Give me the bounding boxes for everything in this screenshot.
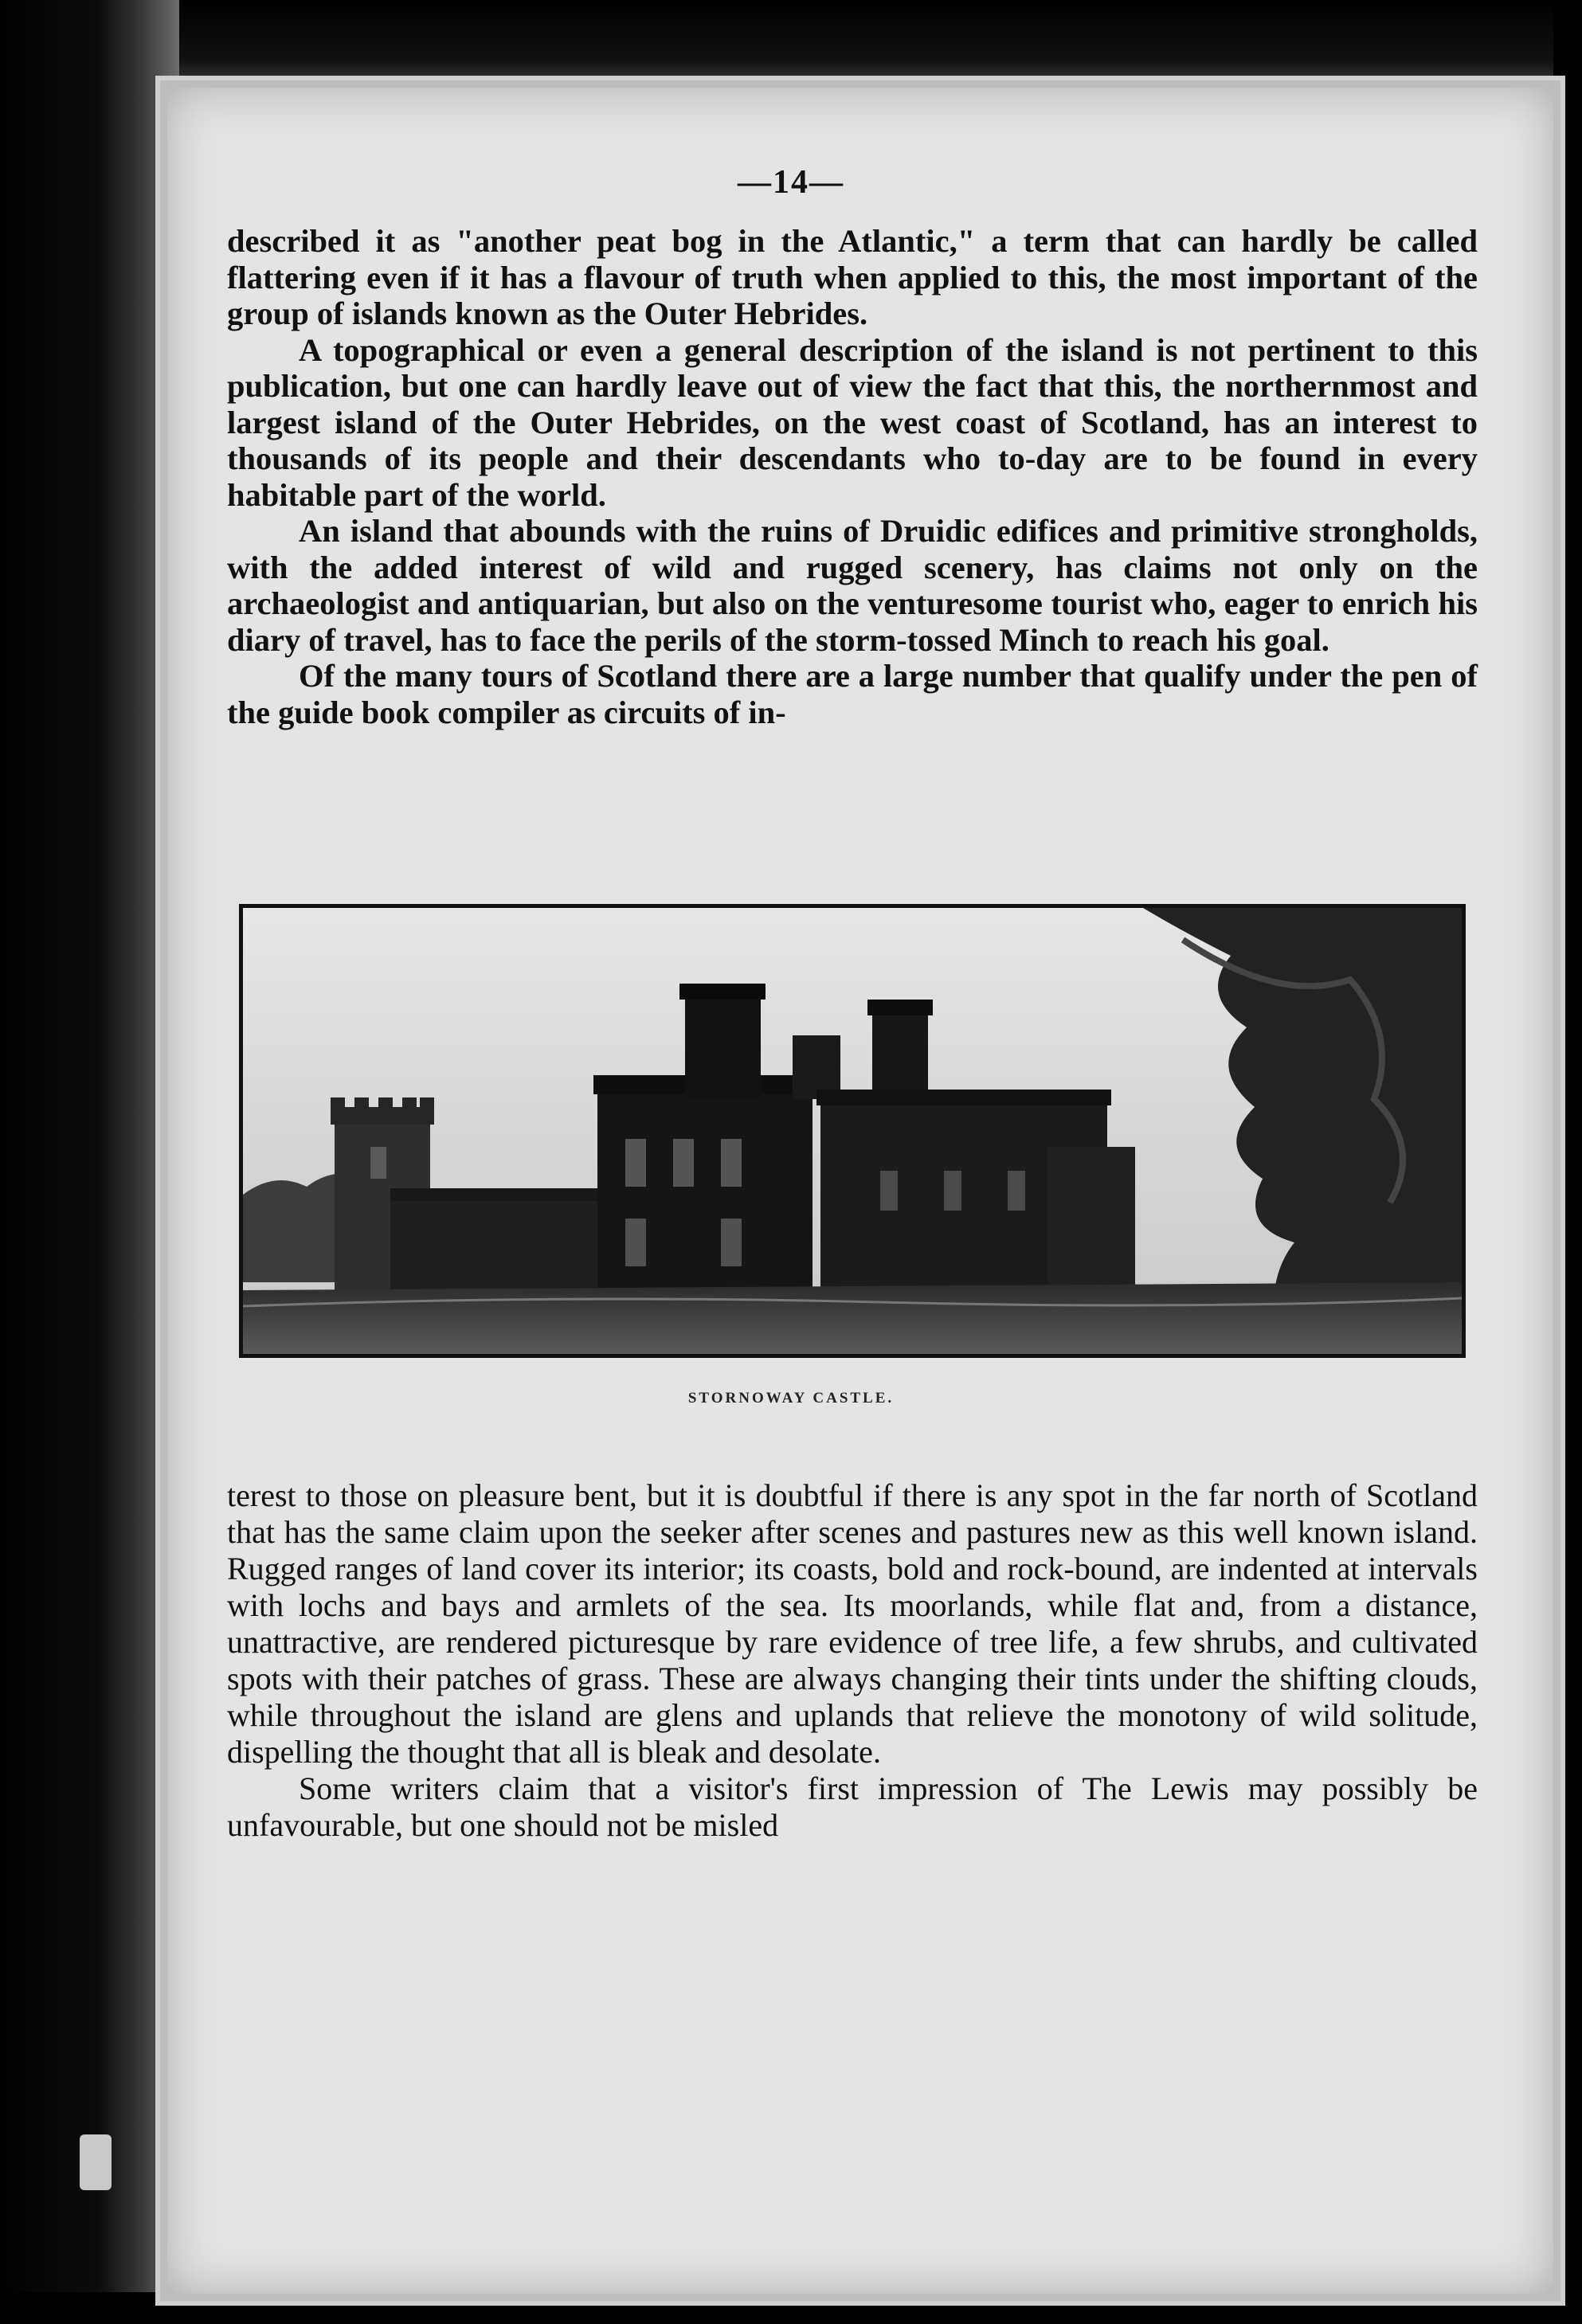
paragraph: described it as "another peat bog in the Atlantic," a term that can hardly be called flattering even if it has a flavour of truth when applied to this, the most important of the group of islands known as the Outer Hebrides. xyxy=(227,223,1478,331)
figure-caption: STORNOWAY CASTLE. xyxy=(687,1390,895,1407)
paragraph: An island that abounds with the ruins of Druidic edifices and primitive strongholds, with the added interest of wild and rugged scenery, has claims not only on the archaeologist and antiquarian, but also on the venturesome tourist who, eager to enrich his diary of travel, has to face the perils of the storm-tossed Minch to reach his goal. xyxy=(227,513,1478,658)
page-number: —14— xyxy=(738,164,844,201)
margin-mark xyxy=(80,2134,112,2190)
paragraph: Some writers claim that a visitor's first impression of The Lewis may possibly be unfavourable, but one should not be misled xyxy=(227,1770,1478,1843)
paragraph: A topographical or even a general description of the island is not pertinent to this publication, but one can hardly leave out of view the fact that this, the northernmost and largest island of the Outer Hebrides, on the west coast of Scotland, has an interest to thousands of its people and their descendants who to-day are to be found in every habitable part of the world. xyxy=(227,331,1478,513)
body-text-top xyxy=(227,223,1478,730)
paragraph: terest to those on pleasure bent, but it is doubtful if there is any spot in the far north of Scotland that has the same claim upon the seeker after scenes and pastures new as this well known island. Rugged ranges of land cover its interior; its coasts, bold and rock-bound, are indented at intervals with lochs and bays and armlets of the sea. Its moorlands, while flat and, from a distance, unattractive, are rendered picturesque by rare evidence of tree life, a few shrubs, and cultivated spots with their patches of grass. These are always changing their tints under the shifting clouds, while throughout the island are glens and uplands that relieve the monotony of wild solitude, dispelling the thought that all is bleak and desolate. xyxy=(227,1477,1478,1770)
castle-photo-image xyxy=(243,908,1462,1354)
body-text-bottom xyxy=(227,1477,1478,1844)
film-border-left xyxy=(0,0,179,2324)
castle-photograph xyxy=(239,904,1466,1358)
film-border-top xyxy=(0,0,1582,76)
paragraph: Of the many tours of Scotland there are a large number that qualify under the pen of the guide book compiler as circuits of in- xyxy=(227,658,1478,730)
